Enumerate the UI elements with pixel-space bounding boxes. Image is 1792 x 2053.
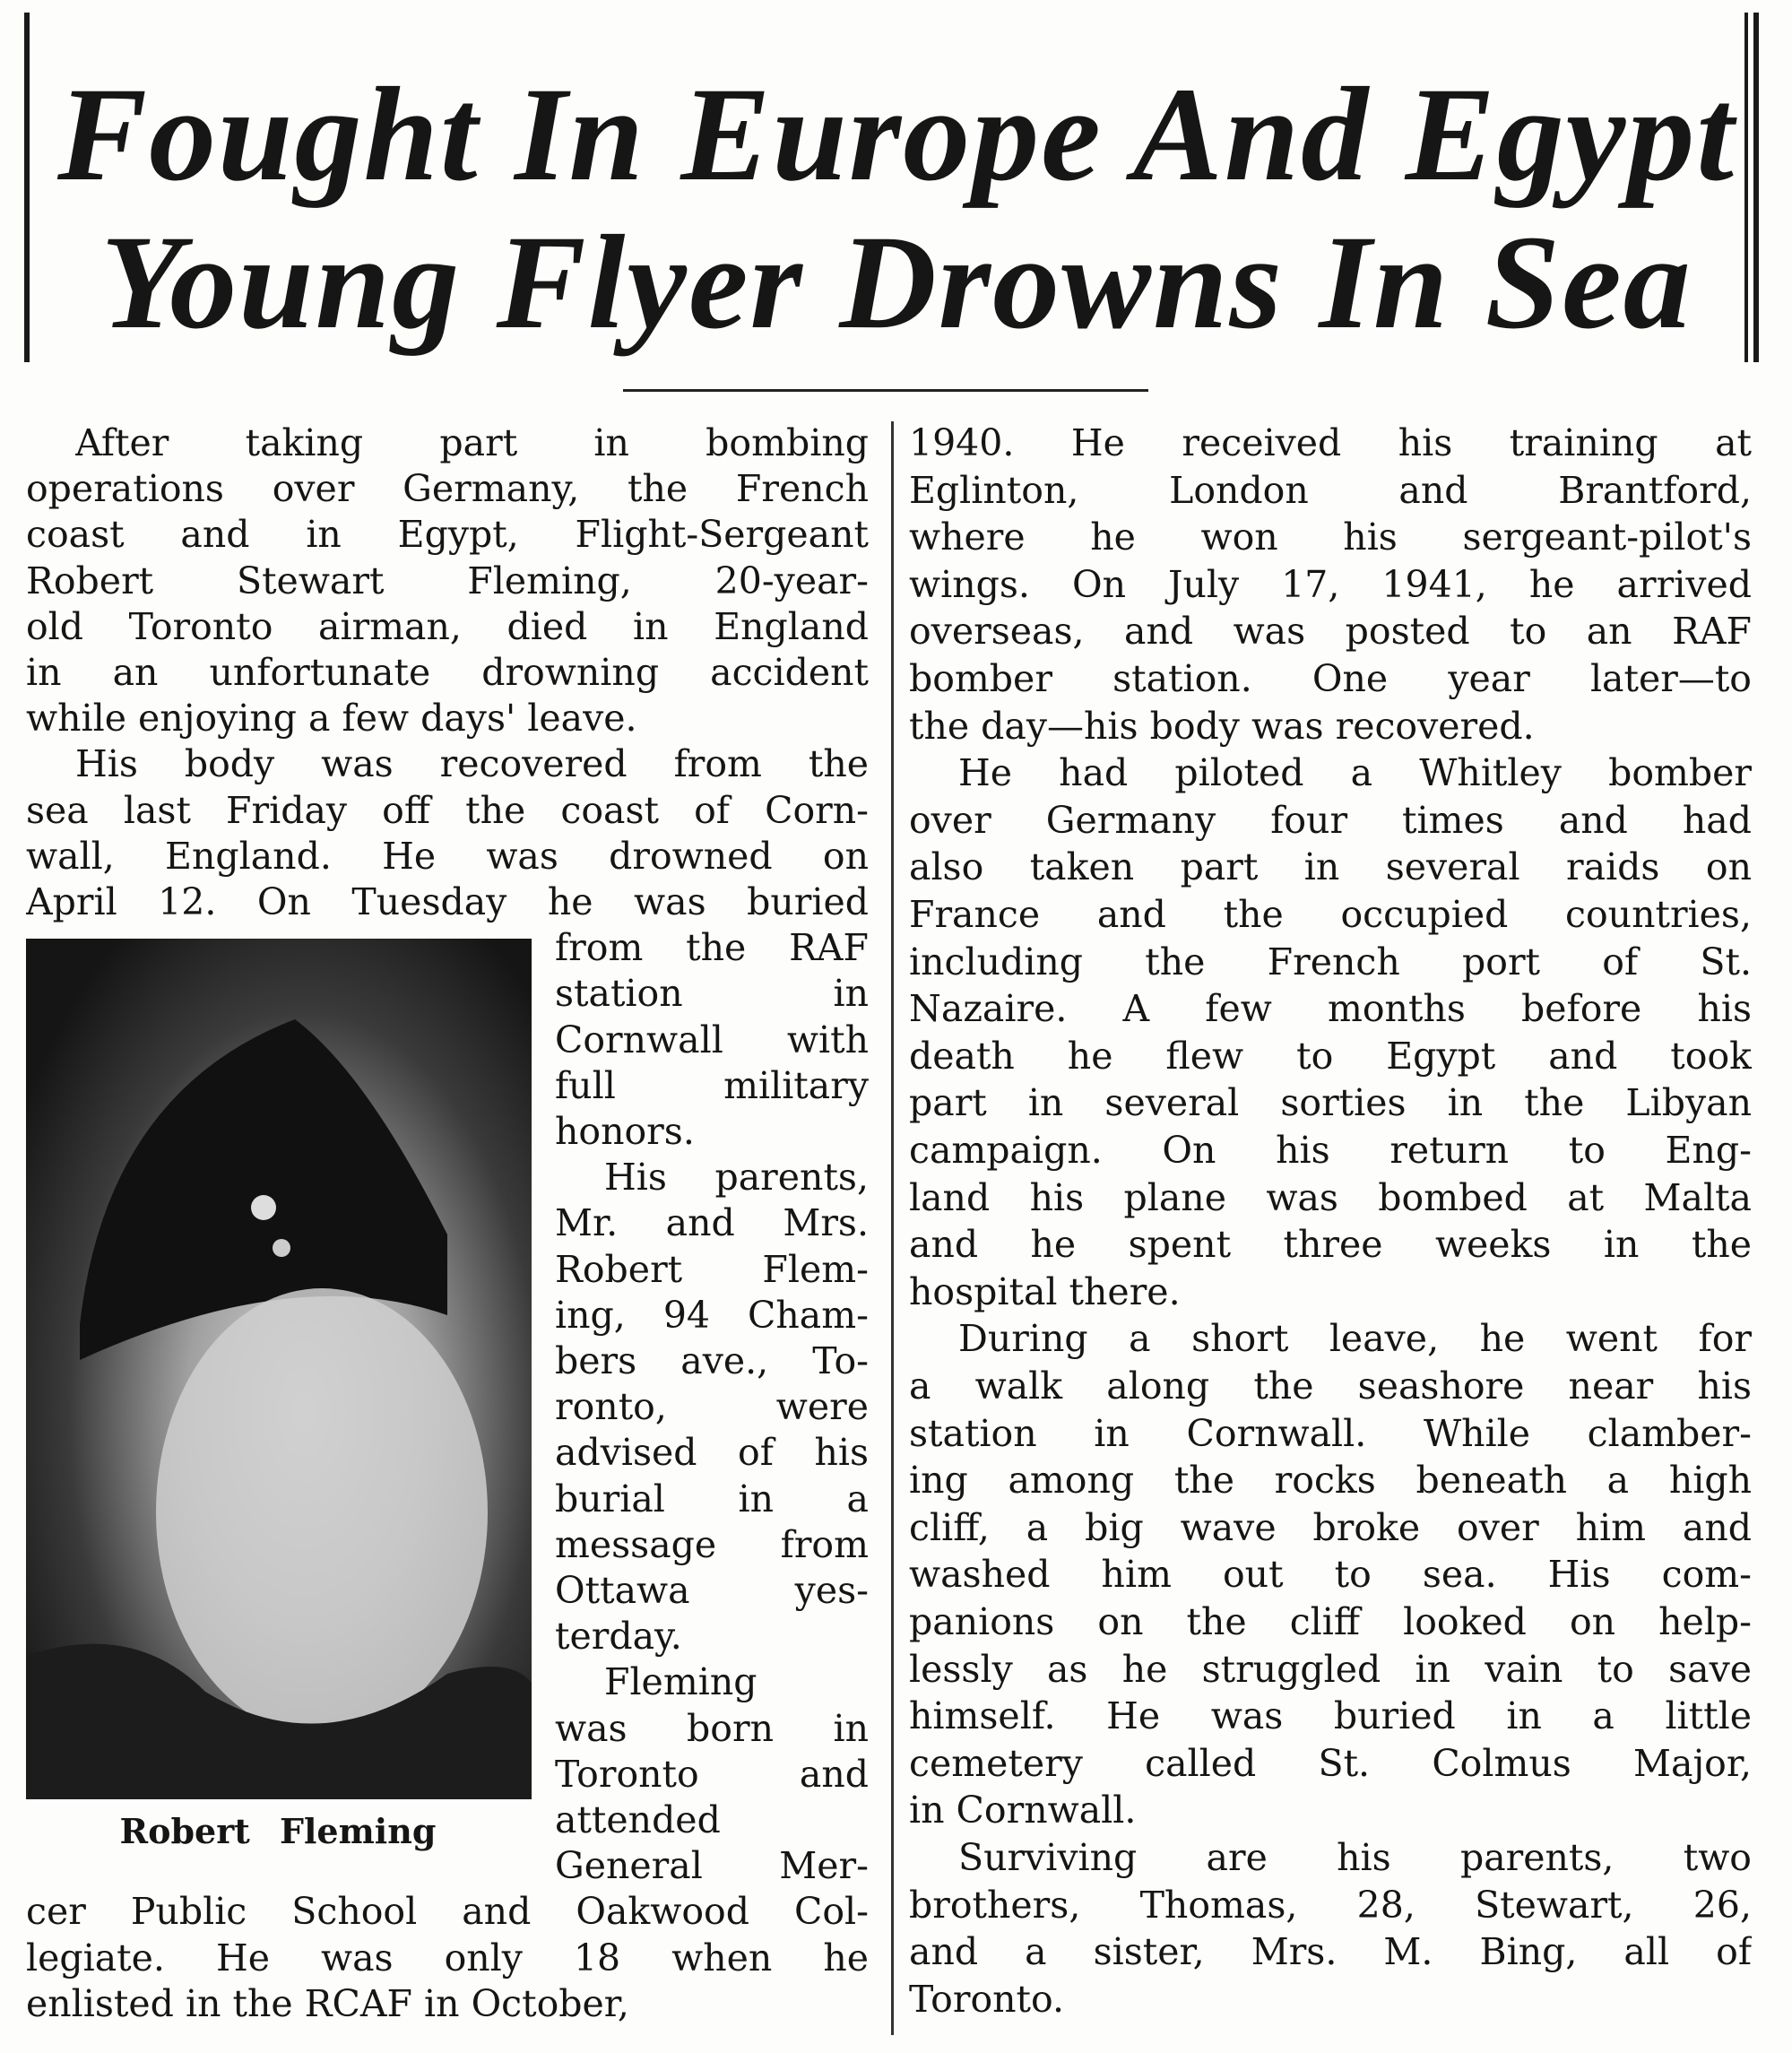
text-line: Surviving are his parents, two — [958, 1836, 1752, 1879]
text-line: and a sister, Mrs. M. Bing, all of — [909, 1930, 1752, 1974]
text-line: in an unfortunate drowning accident — [26, 651, 869, 694]
text-line: General Mer- — [555, 1844, 869, 1888]
headline-rule — [623, 389, 1148, 392]
photo-caption: Robert Fleming — [119, 1811, 437, 1851]
text-line: panions on the cliff looked on help- — [909, 1600, 1752, 1643]
text-line: wings. On July 17, 1941, he arrived — [909, 562, 1752, 606]
text-line: himself. He was buried in a little — [909, 1694, 1752, 1738]
text-line: in Cornwall. — [909, 1789, 1137, 1832]
text-line: coast and in Egypt, Flight-Sergeant — [26, 513, 869, 557]
headline-right-border — [1744, 13, 1748, 362]
text-line: bomber station. One year later—to — [909, 657, 1752, 700]
column-divider — [891, 421, 894, 2035]
text-line: His parents, — [604, 1156, 869, 1200]
text-line: bers ave., To- — [555, 1339, 869, 1382]
text-line: Eglinton, London and Brantford, — [909, 468, 1752, 512]
text-line: 1940. He received his training at — [909, 421, 1752, 464]
text-line: overseas, and was posted to an RAF — [909, 610, 1752, 654]
headline-right-border-outer — [1753, 13, 1759, 362]
text-line: legiate. He was only 18 when he — [26, 1936, 869, 1979]
text-line: During a short leave, he went for — [958, 1317, 1752, 1361]
text-line: land his plane was bombed at Malta — [909, 1175, 1752, 1219]
text-line: His body was recovered from the — [75, 742, 869, 786]
text-line: operations over Germany, the French — [26, 467, 869, 511]
text-line: Robert Flem- — [555, 1247, 869, 1291]
text-line: Cornwall with — [555, 1018, 869, 1061]
text-line: washed him out to sea. His com- — [909, 1553, 1752, 1597]
text-line: After taking part in bombing — [75, 421, 869, 464]
text-line: campaign. On his return to Eng- — [909, 1129, 1752, 1172]
text-line: ing among the rocks beneath a high — [909, 1459, 1752, 1503]
text-line: Ottawa yes- — [555, 1569, 869, 1612]
text-line: station in Cornwall. While clamber- — [909, 1411, 1752, 1455]
text-line: Robert Stewart Fleming, 20-year- — [26, 559, 869, 602]
text-line: the day—his body was recovered. — [909, 704, 1535, 748]
text-line: burial in a — [555, 1477, 869, 1520]
text-line: Fleming — [604, 1660, 757, 1704]
text-line: message from — [555, 1522, 869, 1566]
text-line: full military — [555, 1063, 869, 1107]
text-line: He had piloted a Whitley bomber — [958, 751, 1752, 795]
text-line: Toronto. — [909, 1977, 1065, 2021]
text-line: sea last Friday off the coast of Corn- — [26, 788, 869, 832]
text-line: also taken part in several raids on — [909, 845, 1752, 889]
text-line: and he spent three weeks in the — [909, 1223, 1752, 1267]
portrait-illustration — [26, 939, 532, 1799]
text-line: terday. — [555, 1615, 682, 1659]
text-line: station in — [555, 972, 869, 1016]
text-line: France and the occupied countries, — [909, 893, 1752, 936]
text-line: old Toronto airman, died in England — [26, 604, 869, 648]
text-line: advised of his — [555, 1431, 869, 1475]
text-line: April 12. On Tuesday he was buried — [26, 880, 869, 923]
text-line: ronto, were — [555, 1385, 869, 1429]
headline-line-1: Fought In Europe And Egypt — [57, 60, 1736, 209]
text-line: hospital there. — [909, 1269, 1181, 1313]
headline-line-2: Young Flyer Drowns In Sea — [100, 208, 1692, 357]
text-line: honors. — [555, 1110, 695, 1153]
text-line: ing, 94 Cham- — [555, 1293, 869, 1337]
text-line: including the French port of St. — [909, 940, 1752, 983]
text-line: Mr. and Mrs. — [555, 1201, 869, 1245]
portrait-photo — [26, 939, 532, 1799]
text-line: Toronto and — [555, 1752, 869, 1796]
text-line: cliff, a big wave broke over him and — [909, 1505, 1752, 1549]
text-line: while enjoying a few days' leave. — [26, 697, 637, 741]
text-line: lessly as he struggled in vain to save — [909, 1647, 1752, 1691]
text-line: part in several sorties in the Libyan — [909, 1081, 1752, 1125]
text-line: cer Public School and Oakwood Col- — [26, 1890, 869, 1934]
text-line: a walk along the seashore near his — [909, 1364, 1752, 1408]
text-line: over Germany four times and had — [909, 798, 1752, 842]
text-line: from the RAF — [555, 926, 869, 970]
text-line: Nazaire. A few months before his — [909, 987, 1752, 1031]
headline-left-border — [24, 13, 30, 362]
text-line: cemetery called St. Colmus Major, — [909, 1741, 1752, 1785]
text-line: where he won his sergeant-pilot's — [909, 515, 1752, 559]
text-line: wall, England. He was drowned on — [26, 834, 869, 878]
text-line: death he flew to Egypt and took — [909, 1034, 1752, 1078]
text-line: brothers, Thomas, 28, Stewart, 26, — [909, 1883, 1752, 1927]
text-line: attended — [555, 1798, 721, 1841]
text-line: enlisted in the RCAF in October, — [26, 1981, 629, 2025]
text-line: was born in — [555, 1706, 869, 1750]
